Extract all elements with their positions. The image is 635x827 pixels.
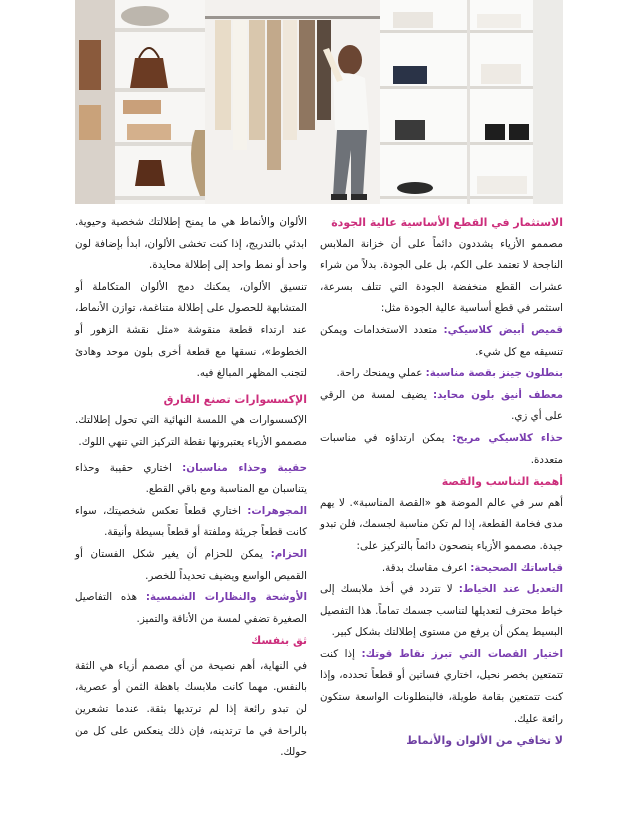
item-label: التعديل عند الخياط: (458, 583, 563, 596)
paragraph: الإكسسوارات هي اللمسة النهائية التي تحول إطلالتك. مصممو الأزياء يعتبرونها نقطة التركيز التي تنهي اللوك. (75, 414, 307, 448)
item-text: هذه التفاصيل الصغيرة تضفي لمسة من الأناقة والتميز. (75, 591, 307, 625)
item-text: لا تتردد في أخذ ملابسك إلى خياط محترف لتعديلها لتناسب جسمك تماماً. هذا التفصيل البسيط يمكن أن يرفع من مستوى إطلالتك بشكل كبير. (320, 583, 563, 639)
item-text: اختاري حقيبة وحذاء يتناسبان مع المناسبة ومع باقي القطع. (75, 461, 307, 496)
paragraph: في النهاية، أهم نصيحة من أي مصمم أزياء هي الثقة بالنفس. مهما كانت ملابسك باهظة الثمن أو عصرية، لن تبدو رائعة إذا لم ترتديها بثقة. عندما تشعرين بالراحة في ما ترتدينه، فإن ذلك ينعكس على كل من حولك. (75, 659, 307, 759)
heading-fit-and-cut: أهمية التناسب والقصة (441, 475, 563, 489)
paragraph: مصممو الأزياء يشددون دائماً على أن خزانة الملابس الناجحة لا تعتمد على الكم، بل على الجودة. بدلاً من شراء عشرات القطع منخفضة الجودة التي تتلف بسرعة، استثمر في قطع أساسية عالية الجودة مثل: (320, 237, 563, 315)
heading-self-confidence: ثق بنفسك (251, 634, 307, 648)
list-item (320, 428, 563, 471)
heading-quality-basics: الاستثمار في القطع الأساسية عالية الجودة (331, 216, 563, 229)
list-item (320, 558, 563, 580)
item-text: يضيف لمسة من الرقي على أي زي. (320, 388, 563, 423)
list-item (320, 320, 563, 363)
heading-colors-patterns: لا تخافي من الألوان والأنماط (406, 734, 563, 748)
item-label: المجوهرات: (247, 504, 307, 517)
item-label: بنطلون جينز بقصة مناسبة: (425, 367, 563, 380)
item-label: حقيبة وحذاء مناسبان: (182, 461, 307, 474)
item-label: اختيار القصات التي تبرز نقاط قوتك: (361, 647, 563, 660)
heading-accessories: الإكسسوارات تصنع الفارق (163, 392, 307, 406)
item-text: اختاري قطعاً تعكس شخصيتك، سواء كانت قطعاً جريئة وملفتة أو قطعاً بسيطة وأنيقة. (75, 504, 307, 539)
item-label: قياساتك الصحيحة: (470, 561, 563, 574)
paragraph: الألوان والأنماط هي ما يمنح إطلالتك شخصية وحيوية. ابدئي بالتدريج، إذا كنت تخشى الألوان، ابدأ بإضافة لون واحد أو نمط واحد إلى إطلالة محايدة. (75, 216, 307, 272)
list-item (320, 579, 563, 644)
item-label: الحزام: (270, 547, 307, 560)
list-item (320, 644, 563, 730)
wardrobe-photo (75, 0, 563, 204)
item-label: قميص أبيض كلاسيكي: (443, 323, 563, 336)
paragraph: أهم سر في عالم الموضة هو «القصة المناسبة». لا يهم مدى فخامة القطعة، إذا لم تكن مناسبة لجسمك، فلن تبدو جيدة. مصممو الأزياء ينصحون دائماً بالتركيز على: (320, 496, 563, 552)
list-item (75, 458, 307, 501)
list-item (75, 587, 307, 630)
paragraph: تنسيق الألوان، يمكنك دمج الألوان المتكاملة أو المتشابهة للحصول على إطلالة متناغمة، توازن الأنماط، عند ارتداء قطعة منقوشة «مثل نقشة الزهور أو الخطوط»، نسقها مع قطعة أخرى بلون موحد وهادئ لتجنب المظهر المبالغ فيه. (75, 280, 307, 380)
item-label: معطف أنيق بلون محايد: (432, 388, 563, 401)
item-text: يمكن ارتداؤه في مناسبات متعددة. (320, 431, 563, 466)
item-label: حذاء كلاسيكي مريح: (452, 431, 563, 444)
list-item (75, 501, 307, 544)
list-item (75, 544, 307, 587)
item-text: اعرف مقاسك بدقة. (381, 561, 471, 574)
right-column (320, 212, 563, 752)
list-item (320, 363, 563, 385)
item-text: عملي ويمنحك راحة. (336, 367, 426, 380)
left-column (75, 212, 307, 764)
item-label: الأوشحة والنظارات الشمسية: (145, 591, 307, 604)
item-text: إذا كنت تتمتعين بخصر نحيل، اختاري فساتين أو قطعاً تحدده، وإذا كنت تتمتعين بقامة طويلة، فالبنطلونات الواسعة ستكون رائعة عليك. (320, 647, 563, 725)
item-text: يمكن للحزام أن يغير شكل الفستان أو القميص الواسع ويضيف تحديداً للخصر. (75, 547, 307, 582)
list-item (320, 385, 563, 428)
item-text: متعدد الاستخدامات ويمكن تنسيقه مع كل شيء. (320, 323, 563, 358)
